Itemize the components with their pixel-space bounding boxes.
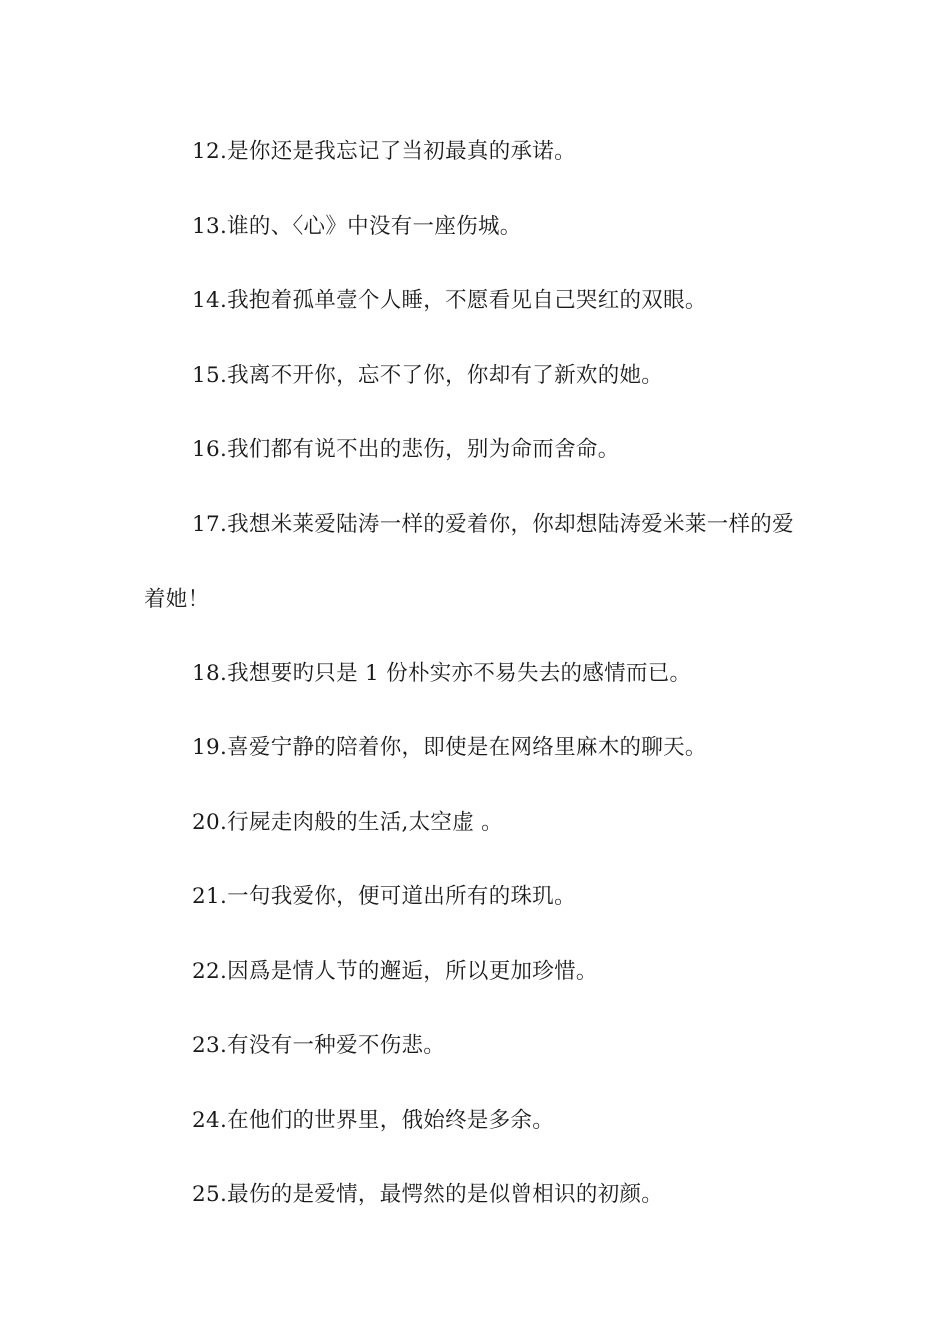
list-item: 25.最伤的是爱情，最愕然的是似曾相识的初颜。: [192, 1182, 664, 1207]
list-item: 12.是你还是我忘记了当初最真的承诺。: [192, 139, 576, 164]
list-item: 19.喜爱宁静的陪着你，即使是在网络里麻木的聊天。: [192, 735, 707, 760]
list-item: 15.我离不开你，忘不了你，你却有了新欢的她。: [192, 363, 664, 388]
list-item: 21.一句我爱你，便可道出所有的珠玑。: [192, 884, 576, 909]
list-item: 18.我想要旳只是 1 份朴实亦不易失去的感情而已。: [192, 661, 692, 686]
list-item: 13.谁的、〈心》中没有一座伤城。: [192, 214, 522, 239]
list-item: 23.有没有一种爱不伤悲。: [192, 1033, 446, 1058]
list-item: 17.我想米莱爱陆涛一样的爱着你，你却想陆涛爱米莱一样的爱着她！: [144, 512, 794, 612]
list-item: 22.因爲是情人节的邂逅，所以更加珍惜。: [192, 959, 598, 984]
list-item: 16.我们都有说不出的悲伤，别为命而舍命。: [192, 437, 620, 462]
list-item: 14.我抱着孤单壹个人睡，不愿看见自己哭红的双眼。: [192, 288, 707, 313]
list-item: 20.行屍走肉般的生活,太空虚 。: [192, 810, 503, 835]
list-item: 24.在他们的世界里，俄始终是多余。: [192, 1108, 555, 1133]
